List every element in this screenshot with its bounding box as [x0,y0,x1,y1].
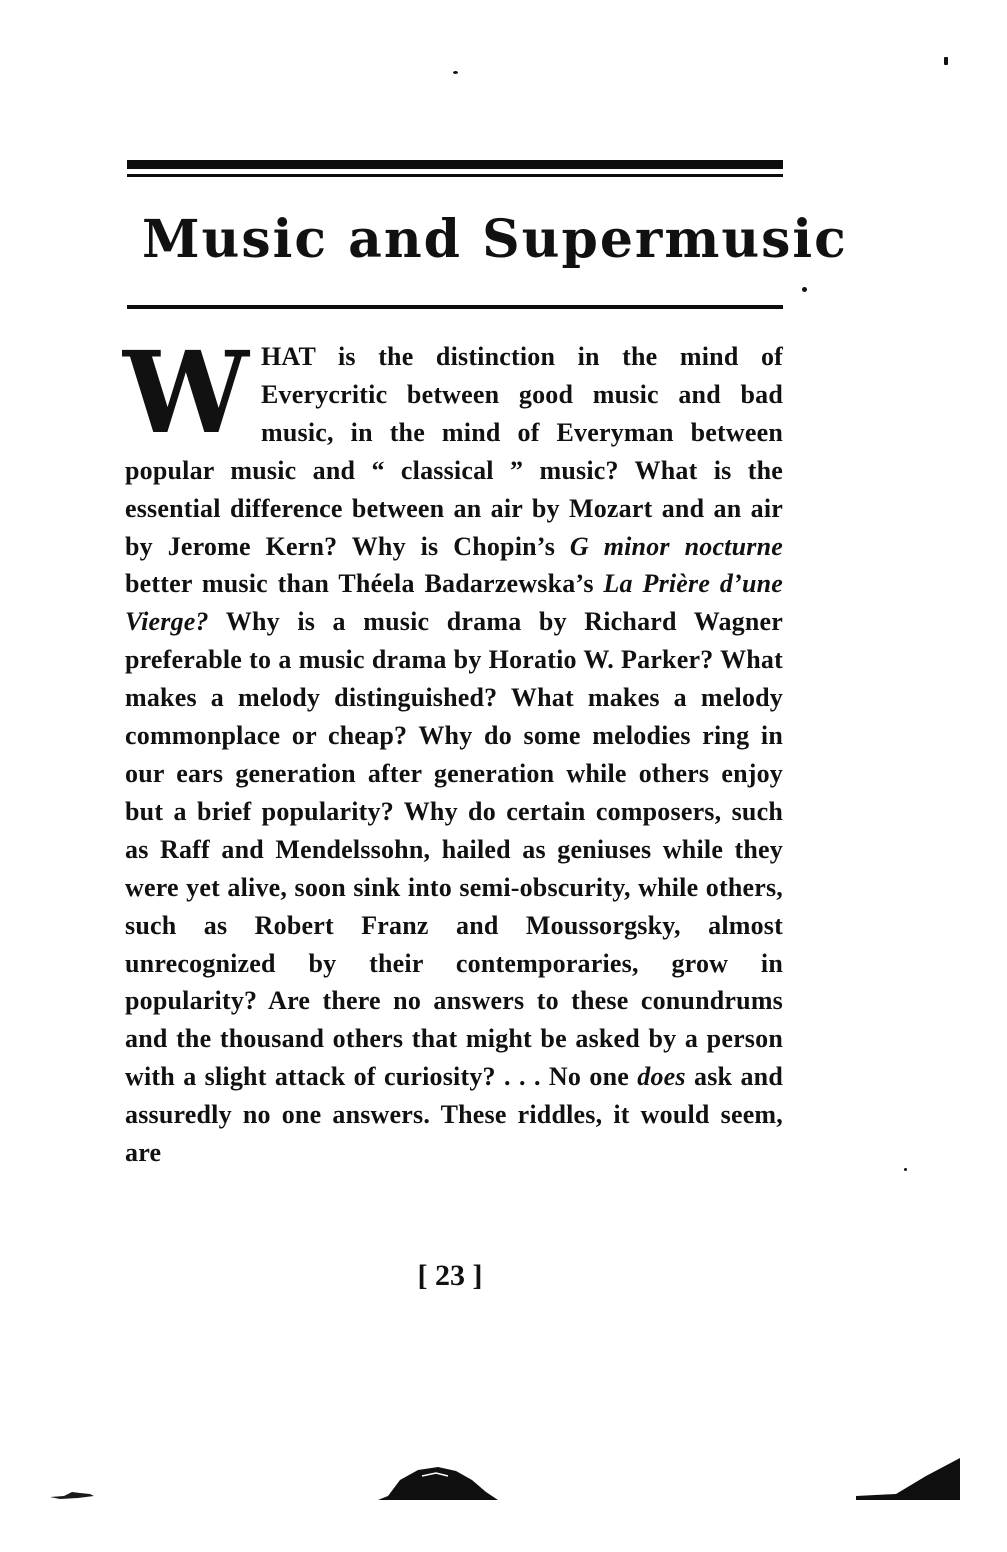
paragraph-text: Why is a music drama by Richard Wagner preferable to a music drama by Horatio W. Parker? What makes a melody distinguished? What makes a melody commonplace or cheap? Why do some melodies ring in our ears generation after generation while others enjoy but a brief popularity? Why do certain composers, such as Raff and Mendelssohn, hailed as geniuses while they were yet alive, soon sink into semi-obscurity, while others, such as Robert Franz and Moussorgsky, almost unrecognized by their contemporaries, grow in popularity? Are there no answers to these conundrums and the thousand others that might be asked by a person with a slight attack of curiosity? . . . No one [125,607,783,1092]
scan-mark-right-icon [856,1456,960,1500]
italic-title-priere: La Prière d’une Vierge? [125,569,783,637]
ink-speck [453,71,458,74]
body-paragraph [123,328,783,1172]
header-rule-thick [127,160,783,169]
italic-emphasis-does: does [637,1062,686,1092]
chapter-title: Music and Supermusic [142,209,848,270]
italic-title-nocturne: G minor nocturne [569,531,783,561]
paragraph-text: ask and assuredly no one answers. These riddles, it would seem, are [125,1062,783,1168]
ink-speck [802,287,807,292]
paragraph-text: better music than Théela Badarzewska’s [125,569,604,599]
page-number: [ 23 ] [417,1259,483,1292]
drop-cap: W [123,328,249,459]
scan-mark-left-icon [50,1488,94,1500]
paragraph-text: HAT is the distinction in the mind of Everycritic between good music and bad music, in the mind of Everyman between popular music and “ classical ” music? What is the essential difference between an air by Mozart and an air by Jerome Kern? Why is Chopin’s [125,342,783,561]
ink-speck [944,57,948,65]
title-rule [127,305,783,309]
scan-mark-center-icon [378,1466,498,1502]
ink-speck [904,1168,907,1171]
header-rule-thin [127,174,783,177]
